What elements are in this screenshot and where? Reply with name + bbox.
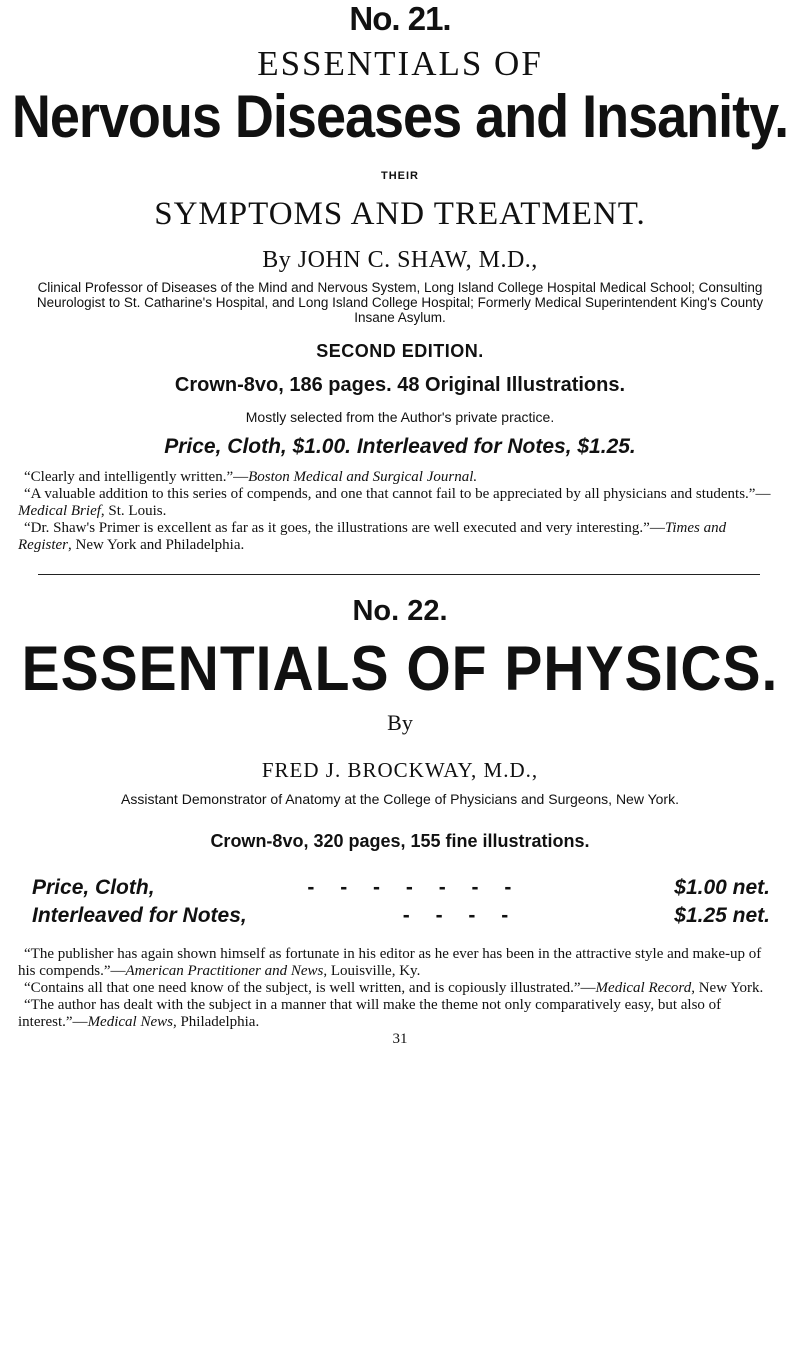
section-22-author: FRED J. BROCKWAY, M.D., [261,758,539,782]
section-21-number: No. 21. [349,0,451,37]
section-22-reviews [18,946,778,1031]
section-21-their: THEIR [381,170,419,182]
review-source: Boston Medical and Surgical Journal. [248,469,478,485]
review-item: “The publisher has again shown himself as fortunate in his editor as he ever has been in the attractive style and make-up of his compends.”—American Practitioner and News, Louisville, Ky. [18,946,762,979]
section-22-title: ESSENTIALS OF PHYSICS. [21,633,779,705]
review-source: American Practitioner and News [125,963,324,979]
section-21-selected-note: Mostly selected from the Author's private practice. [245,409,555,425]
section-21-affiliation: Clinical Professor of Diseases of the Mind and Nervous System, Long Island College Hospital Medical School; Consulting Neurologist to St. Catharine's Hospital, and Long Island College Hospital; Formerly Medical Superintendent King's County Insane Asylum. [36,280,764,325]
page-number: 31 [392,1031,408,1047]
review-source: Medical News [87,1014,173,1030]
review-source: Medical Brief [18,503,101,519]
review-item: “Contains all that one need know of the subject, is well written, and is copiously illustrated.”—Medical Record, New York. [24,980,764,996]
price-row: Interleaved for Notes, - - - - $1.25 net. [32,904,770,927]
review-item: “A valuable addition to this series of compends, and one that cannot fail to be appreciated by all physicians and students.”—Medical Brief, St. Louis. [18,486,771,519]
section-22-specs: Crown-8vo, 320 pages, 155 fine illustrations. [210,831,590,851]
section-22-affiliation: Assistant Demonstrator of Anatomy at the College of Physicians and Surgeons, New York. [121,791,679,807]
review-item: “The author has dealt with the subject in a manner that will make the theme not only comparatively easy, but also of interest.”—Medical News, Philadelphia. [18,997,722,1030]
section-22-number: No. 22. [352,595,448,627]
section-21-heading-small: ESSENTIALS OF [257,44,543,83]
section-divider [38,574,760,575]
section-21-title: Nervous Diseases and Insanity. [11,83,789,151]
review-item: “Clearly and intelligently written.”—Boston Medical and Surgical Journal. [24,469,478,485]
review-source: Times and Register [18,520,727,553]
price-row: Price, Cloth, - - - - - - - $1.00 net. [32,876,770,899]
section-21-reviews [18,469,778,554]
review-item: “Dr. Shaw's Primer is excellent as far as it goes, the illustrations are well executed and very interesting.”—Times and Register, New York and Philadelphia. [18,520,727,553]
section-21-specs: Crown-8vo, 186 pages. 48 Original Illustrations. [174,374,626,396]
section-21-price: Price, Cloth, $1.00. Interleaved for Notes, $1.25. [164,435,636,458]
section-21-author: By JOHN C. SHAW, M.D., [262,247,538,273]
section-22-price-table [32,874,770,930]
section-21-edition: SECOND EDITION. [316,341,484,361]
review-source: Medical Record [595,980,692,996]
section-22-by: By [387,710,413,735]
section-21-subtitle: SYMPTOMS AND TREATMENT. [154,196,646,232]
